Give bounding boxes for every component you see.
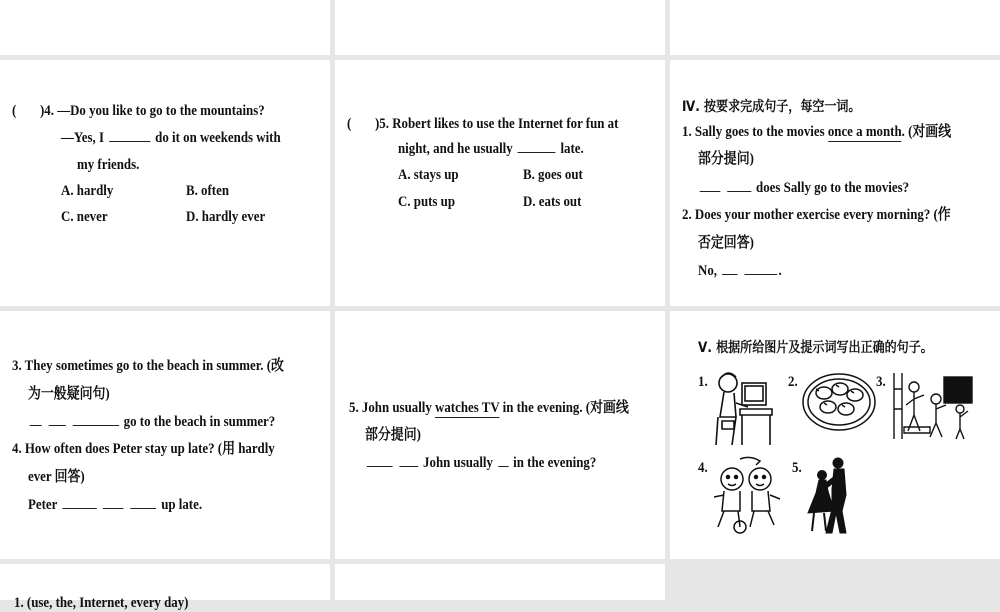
pic-number-3: 3. <box>876 374 886 390</box>
blank <box>48 413 65 426</box>
pic-number-4: 4. <box>698 460 708 476</box>
picture-computer-user <box>712 369 778 447</box>
q4-option-a: A. hardly <box>61 183 114 199</box>
picture-food-plate <box>800 369 878 435</box>
blank <box>722 262 737 275</box>
blank <box>727 179 751 192</box>
blank <box>62 496 96 509</box>
underlined-phrase: watches TV <box>435 400 500 416</box>
cell-bottom-right <box>670 564 1000 600</box>
cell-question-5 <box>335 60 665 306</box>
item3-line3: go to the beach in summer? <box>28 413 275 431</box>
s4-item1-line1: 1. Sally goes to the movies once a month. (对画线 <box>682 124 952 140</box>
s4-item2-line1: 2. Does your mother exercise every morning? (作 <box>682 207 951 223</box>
pic-number-2: 2. <box>788 374 798 390</box>
q5-paren: ( <box>347 116 352 132</box>
section-4-heading: Ⅳ. 按要求完成句子，每空一词。 <box>682 99 861 115</box>
blank <box>399 454 418 467</box>
blank <box>744 262 777 275</box>
s4-item2-line3: No, . <box>698 263 782 279</box>
item4-line2: ever 回答) <box>28 469 85 485</box>
q4-line2: —Yes, I do it on weekends with <box>61 130 281 146</box>
s4-item1-line3: does Sally go to the movies? <box>698 179 909 197</box>
q5-line2: night, and he usually late. <box>398 141 584 157</box>
blank <box>498 454 508 467</box>
picture-dancing-couple <box>804 455 860 537</box>
blank <box>700 179 721 192</box>
s4-item1-line2: 部分提问) <box>698 151 754 167</box>
item5-line1: 5. John usually watches TV in the evening. (对画线 <box>349 400 629 416</box>
cell-bottom-left <box>0 564 330 611</box>
pic-number-5: 5. <box>792 460 802 476</box>
blank <box>130 496 156 509</box>
cell-section-4 <box>670 60 1000 306</box>
q4-line1: )4. —Do you like to go to the mountains? <box>40 103 265 119</box>
cell-bottom-middle <box>335 564 665 600</box>
s4-item2-line2: 否定回答) <box>698 235 754 251</box>
pic-number-1: 1. <box>698 374 708 390</box>
q4-option-d: D. hardly ever <box>186 209 266 225</box>
item5-line3: John usually in the evening? <box>365 454 596 472</box>
cell-item-5 <box>335 311 665 559</box>
underlined-phrase: once a month <box>827 124 902 140</box>
section-5-heading: Ⅴ. 根据所给图片及提示词写出正确的句子。 <box>698 340 933 356</box>
item3-line2: 为一般疑问句) <box>28 386 110 402</box>
cell-section-5 <box>670 311 1000 559</box>
item5-line2: 部分提问) <box>365 427 421 443</box>
q5-blank <box>518 140 556 153</box>
q4-line3: my friends. <box>77 157 140 173</box>
blank <box>30 413 42 426</box>
item4-line3: Peter up late. <box>28 497 203 513</box>
blank <box>72 413 118 426</box>
blank <box>367 454 393 467</box>
cell-r1-c2 <box>335 0 665 55</box>
q5-option-d: D. eats out <box>523 194 582 210</box>
q4-paren: ( <box>12 103 17 119</box>
q5-option-b: B. goes out <box>523 167 583 183</box>
q5-line1: )5. Robert likes to use the Internet for fun at <box>375 116 619 132</box>
picture-kids-playing <box>710 455 782 535</box>
q4-option-c: C. never <box>61 209 108 225</box>
cell-question-4 <box>0 60 330 306</box>
blank <box>103 496 124 509</box>
cell-items-3-4 <box>0 311 330 559</box>
item4-line1: 4. How often does Peter stay up late? (用 hardly <box>12 441 275 457</box>
bottom-item-partial: 1. (use, the, Internet, every day) <box>14 595 189 611</box>
picture-classroom <box>890 369 976 445</box>
q4-option-b: B. often <box>186 183 229 199</box>
q5-option-a: A. stays up <box>398 167 459 183</box>
q4-blank <box>109 129 150 142</box>
q5-option-c: C. puts up <box>398 194 456 210</box>
cell-r1-c3 <box>670 0 1000 55</box>
cell-r1-c1 <box>0 0 330 55</box>
item3-line1: 3. They sometimes go to the beach in summer. (改 <box>12 358 284 374</box>
